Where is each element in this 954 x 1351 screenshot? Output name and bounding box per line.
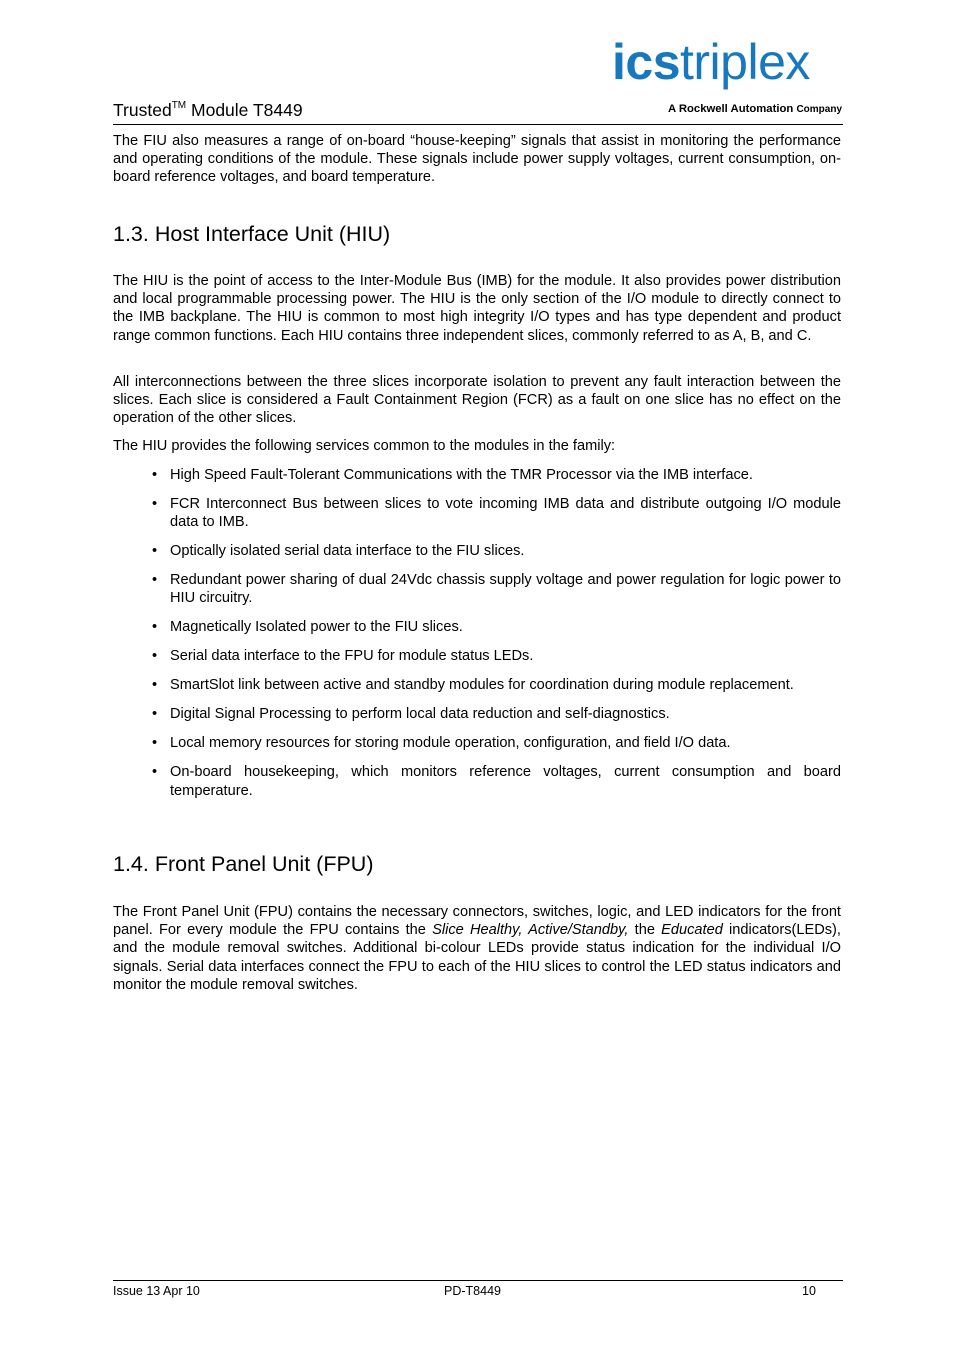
list-item-text: Magnetically Isolated power to the FIU slices.: [170, 619, 463, 636]
title-prefix: Trusted: [113, 100, 172, 120]
hiu-paragraph-3: The HIU provides the following services common to the modules in the family:: [113, 438, 616, 454]
bullet-icon: •: [152, 572, 158, 589]
bullet-icon: •: [152, 496, 158, 512]
logo-tagline: [668, 103, 842, 115]
bullet-icon: •: [152, 706, 158, 723]
hiu-services-list: [152, 466, 841, 811]
fpu-italic-educated: Educated: [661, 922, 723, 939]
logo-triplex: triplex: [680, 34, 810, 90]
heading-hiu: 1.3. Host Interface Unit (HIU): [113, 222, 391, 246]
bullet-icon: •: [152, 735, 158, 752]
fpu-text-part-1: The Front Panel Unit (FPU) contains the necessary connectors, switches, logic, and LED indicators for the front panel. For every module the FPU contains the: [113, 904, 841, 939]
intro-paragraph: The FIU also measures a range of on-board “house-keeping” signals that assist in monitoring the performance and operating conditions of the module. These signals include power supply voltages, current consumption, on-board reference voltages, and board temperature.: [113, 133, 841, 186]
logo-ics: ics: [612, 34, 681, 90]
bullet-icon: •: [152, 467, 158, 483]
trademark-superscript: TM: [171, 100, 187, 111]
list-item: [152, 647, 841, 665]
logo-tagline-company: Company: [796, 104, 842, 115]
hiu-paragraph-2: All interconnections between the three slices incorporate isolation to prevent any fault interaction between the slices. Each slice is considered a Fault Containment Region (FCR) as a fault on one slice has no effect on the operation of the other slices.: [113, 374, 841, 427]
bullet-icon: •: [152, 619, 158, 636]
list-item-text: Serial data interface to the FPU for module status LEDs.: [170, 648, 534, 665]
fpu-italic-slice-healthy: Slice Healthy, Active/Standby,: [432, 922, 629, 939]
bullet-icon: •: [152, 677, 158, 694]
fpu-text-part-2: the: [628, 922, 662, 939]
ics-triplex-logo: [612, 34, 844, 116]
list-item: [152, 734, 841, 752]
logo-wordmark: [612, 32, 810, 92]
list-item-text: Local memory resources for storing module operation, configuration, and field I/O data.: [170, 735, 731, 752]
footer-doc-id: PD-T8449: [444, 1284, 501, 1298]
list-item-text: FCR Interconnect Bus between slices to vote incoming IMB data and distribute outgoing I/O module data to IMB.: [170, 496, 841, 531]
list-item-text: Optically isolated serial data interface to the FIU slices.: [170, 543, 525, 560]
list-item: [152, 571, 841, 607]
fpu-paragraph: [113, 903, 841, 994]
hiu-paragraph-1: The HIU is the point of access to the Inter-Module Bus (IMB) for the module. It also provides power distribution and local programmable processing power. The HIU is the only section of the I/O module to directly connect to the IMB backplane. The HIU is common to most high integrity I/O types and has type dependent and product range common functions. Each HIU contains three independent slices, commonly referred to as A, B, and C.: [113, 273, 841, 344]
header-divider: [113, 124, 843, 125]
list-item-text: On-board housekeeping, which monitors reference voltages, current consumption and board temperature.: [170, 764, 841, 799]
title-suffix: Module T8449: [186, 100, 303, 120]
list-item: [152, 763, 841, 799]
list-item: [152, 676, 841, 694]
bullet-icon: •: [152, 543, 158, 560]
list-item-text: Digital Signal Processing to perform local data reduction and self-diagnostics.: [170, 706, 670, 723]
list-item: [152, 618, 841, 636]
list-item: [152, 705, 841, 723]
footer-divider: [113, 1280, 843, 1281]
footer-issue: Issue 13 Apr 10: [113, 1284, 200, 1298]
list-item: [152, 466, 841, 484]
list-item: [152, 495, 841, 531]
bullet-icon: •: [152, 648, 158, 665]
list-item-text: Redundant power sharing of dual 24Vdc chassis supply voltage and power regulation for logic power to HIU circuitry.: [170, 572, 841, 607]
list-item: [152, 542, 841, 560]
fpu-text-part-3: indicators(LEDs), and the module removal switches. Additional bi-colour LEDs provide status indication for the individual I/O signals. Serial data interfaces connect the FPU to each of the HIU slices to control the LED status indicators and monitor the module removal switches.: [113, 922, 841, 993]
document-title: [113, 100, 303, 121]
heading-fpu: 1.4. Front Panel Unit (FPU): [113, 852, 374, 876]
logo-tagline-main: A Rockwell Automation: [667, 103, 794, 115]
list-item-text: SmartSlot link between active and standby modules for coordination during module replacement.: [170, 677, 794, 694]
list-item-text: High Speed Fault-Tolerant Communications with the TMR Processor via the IMB interface.: [170, 467, 753, 483]
bullet-icon: •: [152, 764, 158, 781]
footer-page-number: 10: [802, 1284, 816, 1298]
